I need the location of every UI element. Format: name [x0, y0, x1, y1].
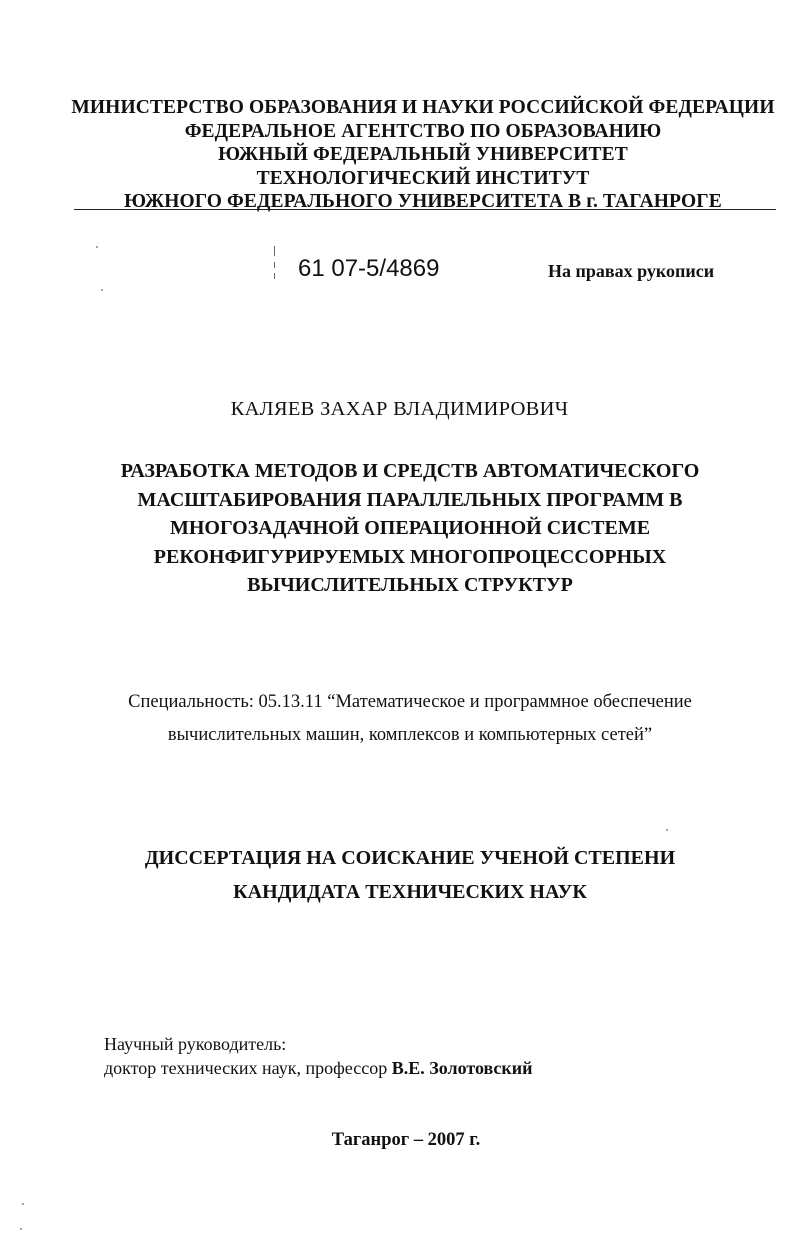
stamp-mark — [273, 246, 275, 280]
degree-statement — [60, 841, 760, 909]
document-number: 61 07-5/4869 — [298, 255, 440, 282]
header-line-agency: ФЕДЕРАЛЬНОЕ АГЕНТСТВО ПО ОБРАЗОВАНИЮ — [184, 120, 662, 142]
place-and-year: Таганрог – 2007 г. — [331, 1130, 481, 1150]
title-line: РАЗРАБОТКА МЕТОДОВ И СРЕДСТВ АВТОМАТИЧЕСКОГО — [120, 460, 700, 482]
supervisor-name: В.Е. Золотовский — [391, 1058, 533, 1078]
supervisor-label: Научный руководитель: — [104, 1034, 287, 1054]
dissertation-title — [60, 457, 760, 600]
supervisor-block — [104, 1032, 533, 1080]
author-name: КАЛЯЕВ ЗАХАР ВЛАДИМИРОВИЧ — [230, 398, 569, 420]
title-line: МНОГОЗАДАЧНОЙ ОПЕРАЦИОННОЙ СИСТЕМЕ — [169, 517, 651, 539]
scan-speck — [96, 246, 98, 248]
scan-speck — [22, 1203, 24, 1205]
specialty-block — [60, 686, 760, 752]
header-line-university: ЮЖНЫЙ ФЕДЕРАЛЬНЫЙ УНИВЕРСИТЕТ — [218, 144, 628, 165]
header-divider — [74, 209, 776, 210]
scan-speck — [666, 829, 668, 831]
institution-header — [70, 96, 776, 214]
manuscript-rights-note: На правах рукописи — [548, 261, 715, 281]
title-line: ВЫЧИСЛИТЕЛЬНЫХ СТРУКТУР — [247, 574, 573, 596]
scan-speck — [101, 289, 103, 291]
header-line-institute: ТЕХНОЛОГИЧЕСКИЙ ИНСТИТУТ — [256, 167, 590, 189]
specialty-line: вычислительных машин, комплексов и компьютерных сетей” — [167, 725, 653, 745]
supervisor-details — [104, 1056, 533, 1080]
degree-line: ДИССЕРТАЦИЯ НА СОИСКАНИЕ УЧЕНОЙ СТЕПЕНИ — [144, 847, 676, 869]
header-line-ministry: МИНИСТЕРСТВО ОБРАЗОВАНИЯ И НАУКИ РОССИЙСКОЙ ФЕДЕРАЦИИ — [71, 97, 775, 118]
header-line-city: ЮЖНОГО ФЕДЕРАЛЬНОГО УНИВЕРСИТЕТА В г. ТАГАНРОГЕ — [124, 191, 722, 212]
specialty-line: Специальность: 05.13.11 “Математическое и программное обеспечение — [128, 692, 692, 712]
supervisor-credentials: доктор технических наук, профессор — [104, 1058, 388, 1078]
degree-line: КАНДИДАТА ТЕХНИЧЕСКИХ НАУК — [233, 881, 587, 903]
scan-speck — [20, 1228, 22, 1230]
title-line: МАСШТАБИРОВАНИЯ ПАРАЛЛЕЛЬНЫХ ПРОГРАММ В — [137, 488, 683, 511]
title-line: РЕКОНФИГУРИРУЕМЫХ МНОГОПРОЦЕССОРНЫХ — [153, 545, 667, 568]
